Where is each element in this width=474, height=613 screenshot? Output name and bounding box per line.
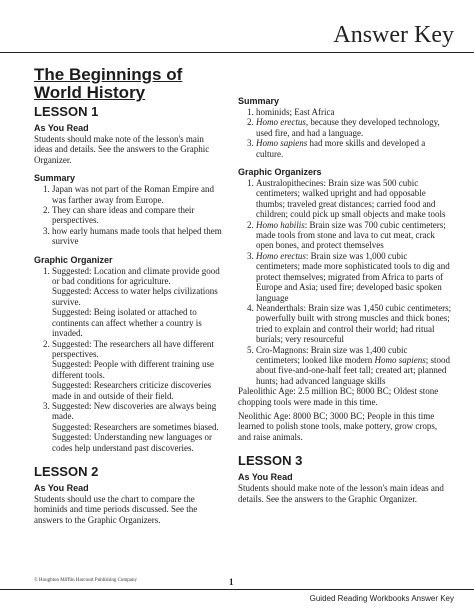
list-item (52, 266, 224, 339)
header-divider (0, 52, 474, 53)
lesson-2-heading: LESSON 2 (34, 463, 99, 479)
lesson-2-as-you-read-text: Students should use the chart to compare the hominids and time periods discussed. See the answers to the Graphic Organizers. (34, 493, 198, 525)
lesson-2-summary-list (238, 107, 452, 159)
suggestion-text: Suggested: People with different training use different tools. (52, 359, 215, 380)
list-item: 5. Cro-Magnons: Brain size was 1,400 cubic centimeters; looked like modern Homo sapiens; stood about five-and-one-half feet tall; created art; planned hunts; had advanced language skills (256, 345, 452, 387)
lesson-3-heading: LESSON 3 (238, 453, 303, 469)
footer-title: Guided Reading Workbooks Answer Key (309, 594, 454, 603)
lesson-1-summary-heading: Summary (34, 173, 76, 184)
lesson-1-summary-list (34, 184, 224, 246)
suggestion-text: Suggested: Understanding new languages or codes help understand past discoveries. (52, 432, 212, 453)
list-item: 3. how early humans made tools that helped them survive (52, 226, 224, 247)
lesson-1-as-you-read-heading: As You Read (34, 123, 89, 133)
footer-divider (0, 589, 474, 590)
lesson-3-as-you-read-heading: As You Read (238, 472, 293, 483)
list-item: 2. Homo habilis: Brain size was 700 cubic centimeters; made tools from stone and lava to cut meat, crack open bones, and protect themselves (256, 220, 452, 251)
right-column (238, 96, 452, 504)
list-item: 2. Homo erectus, because they developed technology, used fire, and had a language. (256, 117, 452, 138)
page-number: 1 (229, 577, 234, 587)
suggestion-text: Suggested: Researchers criticize discoveries made in and outside of their field. (52, 380, 212, 401)
suggestion-text: Suggested: Researchers are sometimes biased. (52, 421, 219, 432)
lesson-1-graphic-organizer-list (34, 266, 224, 453)
suggestion-text: 3. Suggested: New discoveries are always being made. (52, 400, 217, 422)
lesson-2-summary-heading: Summary (238, 96, 280, 106)
suggestion-text: Suggested: Being isolated or attached to continents can affect whether a country is invaded. (52, 307, 202, 339)
list-item: 3. Homo erectus: Brain size was 1,000 cubic centimeters; made more sophisticated tools to dig and protect themselves; migrated from Africa to parts of Europe and Asia; used fire; developed basic spoken language (256, 251, 452, 303)
lesson-1-graphic-organizer-heading: Graphic Organizer (34, 254, 113, 265)
paleolithic-age-text: Paleolithic Age: 2.5 million BC; 8000 BC; Oldest stone chopping tools were made in this time. (238, 386, 439, 407)
page-header-title: Answer Key (333, 22, 454, 48)
list-item (52, 401, 224, 453)
copyright-notice: © Houghton Mifflin Harcourt Publishing Company (34, 578, 138, 583)
suggestion-text: 1. Suggested: Location and climate provide good or bad conditions for agriculture. (52, 265, 220, 287)
list-item: 4. Neanderthals: Brain size was 1,450 cubic centimeters; powerfully built with strong muscles and thick bones; tried to explain and control their world; had ritual burials; very resourceful (256, 303, 452, 345)
list-item: 1. Australopithecines: Brain size was 500 cubic centimeters; walked upright and had opposable thumbs; traveled great distances; carried food and children; could pick up small objects and make tools (256, 178, 452, 220)
lesson-2-as-you-read-heading: As You Read (34, 482, 89, 493)
lesson-1-as-you-read-text: Students should make note of the lesson's main ideas and details. See the answers to the Graphic Organizer. (34, 134, 210, 165)
suggestion-text: 2. Suggested: The researchers all have different perspectives. (52, 338, 214, 359)
lesson-2-graphic-organizers-list (238, 178, 452, 386)
list-item: 2. They can share ideas and compare their perspectives. (52, 205, 224, 226)
lesson-1-heading: LESSON 1 (34, 104, 99, 119)
left-column (34, 66, 224, 525)
lesson-2-graphic-organizers-heading: Graphic Organizers (238, 167, 322, 178)
list-item: 1. Japan was not part of the Roman Empire and was farther away from Europe. (52, 184, 224, 205)
lesson-3-as-you-read-text: Students should make note of the lesson's main ideas and details. See the answers to the Graphic Organizer. (238, 483, 444, 504)
list-item: 1. hominids; East Africa (256, 107, 452, 117)
list-item: 3. Homo sapiens had more skills and developed a culture. (256, 138, 452, 159)
list-item (52, 339, 224, 401)
neolithic-age-text: Neolithic Age: 8000 BC; 3000 BC; People in this time learned to polish stone tools, make pottery, grow crops, and raise animals. (238, 410, 438, 442)
unit-title: The Beginnings of World History (34, 65, 183, 102)
suggestion-text: Suggested: Access to water helps civilizations survive. (52, 286, 218, 307)
